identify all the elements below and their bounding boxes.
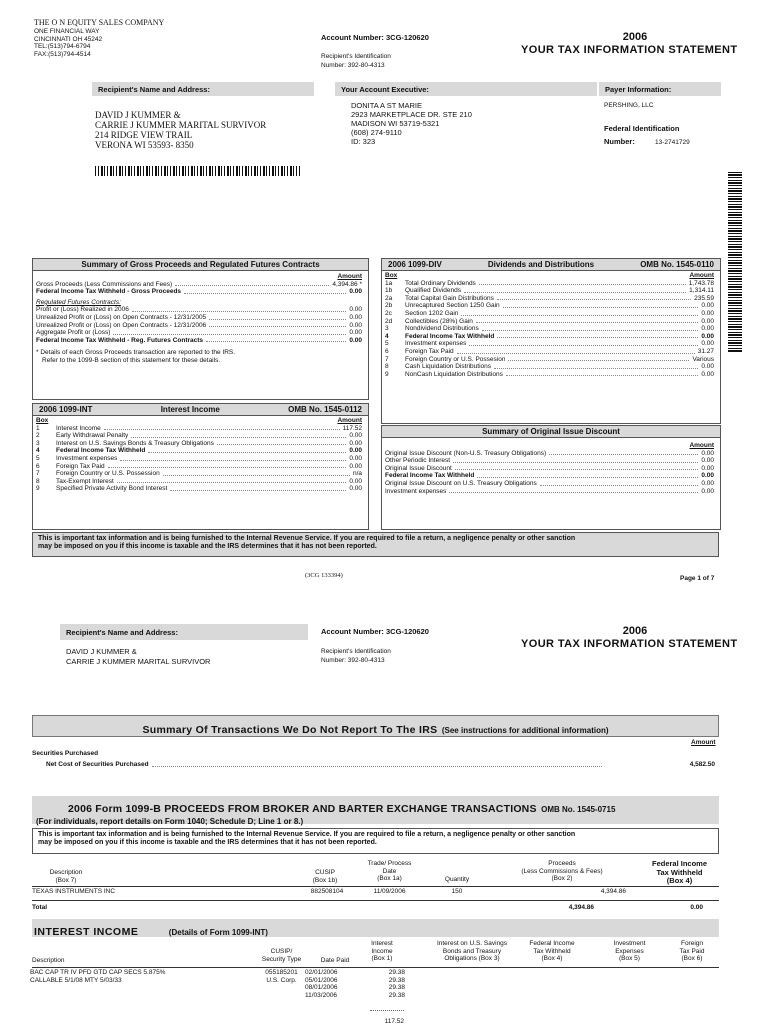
div-row-box: 1b: [385, 287, 393, 295]
div-row: [385, 325, 714, 333]
div-row-amount: 1,743.78: [688, 279, 714, 287]
int-detail-description: [30, 969, 165, 984]
int-row-box: 2: [36, 432, 40, 440]
div-row-label: Unrecaptured Section 1250 Gain: [405, 302, 500, 310]
b-total-proceeds: 4,394.86: [568, 904, 594, 911]
b-col-proceeds-line: (Box 2): [551, 875, 573, 883]
div-row-box: 8: [385, 363, 389, 371]
int-detail-row: [305, 977, 405, 985]
int-row-label: Foreign Country or U.S. Possession: [56, 470, 160, 478]
int-row: [36, 447, 362, 455]
i-col-fed: [522, 940, 582, 963]
gross-amount-label: Amount: [337, 273, 362, 280]
form-1099b-header: [32, 796, 719, 824]
b-col-date-line: Trade/ Process: [367, 860, 412, 867]
int-detail-desc-line: CALLABLE 5/1/08 MTY 5/03/33: [30, 976, 122, 984]
div-row-amount: 0.00: [701, 363, 714, 371]
div-title: Dividends and Distributions: [487, 260, 595, 269]
int-row-box: 9: [36, 485, 40, 493]
int-amount-label: Amount: [337, 417, 362, 424]
company-address: [34, 28, 102, 58]
int-row-amount: 0.00: [349, 462, 362, 470]
div-row-box: 2a: [385, 294, 393, 302]
postal-barcode: [95, 166, 300, 176]
div-row-label: Nondividend Distributions: [405, 325, 479, 333]
int-row: [36, 485, 362, 493]
int-detail-desc-line: BAC CAP TR IV PFD GTD CAP SECS 5.875%: [30, 969, 166, 976]
statement-year: 2006: [622, 31, 648, 43]
int-detail-date: 08/01/2006: [305, 984, 338, 992]
div-row-amount: 0.00: [701, 317, 714, 325]
int-row-amount: 0.00: [349, 454, 362, 462]
recipient-header: Recipient's Name and Address:: [92, 82, 314, 96]
i-col-interest: [362, 940, 402, 963]
b-col-quantity: [437, 876, 477, 884]
i-col-date: [310, 957, 360, 965]
securities-purchased-label: Securities Purchased: [32, 750, 99, 757]
statement-title: YOUR TAX INFORMATION STATEMENT: [521, 44, 738, 56]
p2-recipient-line: CARRIE J KUMMER MARITAL SURVIVOR: [66, 657, 211, 666]
reg-row-amount: 0.00: [349, 336, 362, 344]
int-row-label: Foreign Tax Paid: [56, 462, 105, 470]
oid-box: [381, 425, 721, 530]
div-omb: OMB No. 1545-0110: [640, 260, 714, 269]
p2-recipient-id-label: Recipient's Identification: [321, 648, 391, 655]
div-row-box: 1a: [385, 279, 393, 287]
b-row-qty: 150: [451, 888, 463, 895]
irs-notice-1: This is important tax information and is being furnished to the Internal Revenue Service. If you are required to file a return, a negligence penalty or other sanction: [38, 535, 576, 542]
side-barcode: [728, 172, 742, 352]
int-detail-amount: 29.38: [388, 991, 405, 999]
b-notice-2: may be imposed on you if this income is taxable and the IRS determines that it has not been reported.: [38, 838, 377, 846]
int-row-amount: 117.52: [342, 424, 362, 432]
div-row: [385, 363, 714, 371]
div-row-amount: 1,314.11: [689, 287, 714, 295]
int-row-box: 1: [36, 424, 40, 432]
reg-row: [36, 329, 362, 337]
company-address-line: TEL:(513)794-6794: [34, 43, 91, 51]
int-box: [32, 403, 369, 530]
net-cost-label: Net Cost of Securities Purchased: [46, 761, 149, 768]
p2-recipient-address: [66, 647, 210, 667]
int-row-box: 8: [36, 477, 40, 485]
i-col-foreign-line: Tax Paid: [679, 947, 705, 955]
int-row-box: 3: [36, 439, 40, 447]
b-row-desc: TEXAS INSTRUMENTS INC: [32, 888, 116, 895]
gross-proceeds-box: [32, 258, 369, 400]
int-detail-title: INTEREST INCOME: [34, 926, 139, 938]
i-col-investment: [607, 940, 652, 963]
div-row: [385, 348, 714, 356]
int-row-label: Tax-Exempt Interest: [56, 477, 114, 485]
reg-row: [36, 337, 362, 345]
div-row-box: 2b: [385, 302, 393, 310]
oid-row-amount: 0.00: [701, 457, 714, 465]
div-row-box: 7: [385, 355, 389, 363]
account-number: Account Number: 3CG-120620: [321, 33, 429, 42]
b-omb: OMB No. 1545-0715: [541, 805, 616, 814]
oid-row-amount: 0.00: [701, 479, 714, 487]
int-row-label: Early Withdrawal Penalty: [56, 432, 129, 440]
fed-id-label: Federal Identification: [604, 124, 680, 133]
b-col-date-line: (Box 1a): [377, 875, 402, 883]
int-detail-date: 02/01/2006: [305, 969, 338, 976]
int-detail-rule: [32, 967, 719, 968]
irs-notice: [32, 532, 719, 557]
gross-note-2: Refer to the 1099-B section of this statement for these details.: [42, 356, 221, 364]
div-row-label: NonCash Liquidation Distributions: [405, 370, 503, 378]
div-form: 2006 1099-DIV: [388, 260, 442, 269]
oid-row: [385, 457, 714, 465]
div-row: [385, 295, 714, 303]
reg-row-amount: 0.00: [349, 306, 362, 314]
i-col-date-line: Date Paid: [320, 957, 350, 964]
oid-row-label: Original Issue Discount: [385, 464, 452, 472]
div-box-label: Box: [385, 272, 398, 279]
int-row-amount: 0.00: [349, 447, 362, 455]
div-row-label: Qualified Dividends: [405, 287, 462, 295]
i-col-cusip: [254, 948, 309, 963]
recipient-line: DAVID J KUMMER &: [95, 110, 181, 120]
int-row: [36, 432, 362, 440]
b-col-proceeds-line: (Less Commissions & Fees): [521, 867, 603, 875]
exec-info: [351, 101, 472, 146]
b-col-proceeds-line: Proceeds: [548, 860, 576, 867]
int-row-amount: 0.00: [349, 485, 362, 493]
div-row: [385, 340, 714, 348]
int-box-label: Box: [36, 417, 49, 424]
reg-row: [36, 306, 362, 314]
div-row-box: 6: [385, 347, 389, 355]
div-row: [385, 287, 714, 295]
b-rows: [32, 888, 719, 898]
div-row-label: Total Capital Gain Distributions: [405, 294, 494, 302]
div-row-amount: 0.00: [701, 325, 714, 333]
div-row: [385, 356, 714, 364]
reg-row-amount: 0.00: [349, 313, 362, 321]
oid-row-label: Original Issue Discount on U.S. Treasury Obligations: [385, 479, 537, 487]
i-col-inv-line: Investment: [613, 940, 646, 947]
b-col-date-line: Date: [382, 867, 397, 875]
b-row-date: 11/09/2006: [373, 888, 406, 895]
i-col-foreign: [672, 940, 712, 963]
int-detail-amount: 29.38: [388, 976, 405, 984]
div-row-box: 3: [385, 325, 389, 333]
i-col-savings-line: Interest on U.S. Savings: [436, 940, 508, 947]
b-col-cusip-line: CUSIP: [315, 869, 335, 876]
int-omb: OMB No. 1545-0112: [288, 405, 362, 414]
p2-account-number: Account Number: 3CG-120620: [321, 627, 429, 636]
oid-row-amount: 0.00: [701, 487, 714, 495]
gross-row: [36, 288, 362, 296]
div-row-label: Federal Income Tax Withheld: [405, 332, 495, 340]
payer-name: PERSHING, LLC: [604, 102, 654, 109]
b-col-qty-line: Quantity: [444, 876, 470, 883]
div-row-box: 5: [385, 340, 389, 348]
b-row: [32, 888, 719, 898]
i-col-description: [32, 957, 65, 965]
p2-recipient-line: DAVID J KUMMER &: [66, 647, 137, 656]
int-detail-cusip-line: 055185201: [265, 969, 298, 976]
i-col-interest-line: Income: [371, 947, 393, 955]
div-row: [385, 310, 714, 318]
b-row-proceeds: 4,394.86: [600, 888, 626, 895]
div-row: [385, 280, 714, 288]
b-column-headers: [32, 860, 719, 888]
int-total-rule: [370, 1010, 404, 1011]
div-row-amount: 31.27: [697, 347, 714, 355]
int-row-box: 4: [36, 447, 40, 455]
fed-id-number-label: Number:: [604, 137, 635, 146]
b-total-label: Total: [32, 904, 48, 911]
div-row-amount: 0.00: [701, 370, 714, 378]
int-detail-cusip-line: U.S. Corp.: [266, 976, 297, 984]
oid-row-amount: 0.00: [701, 449, 714, 457]
net-cost-row: [46, 761, 715, 769]
oid-row-label: Original Issue Discount (Non-U.S. Treasury Obligations): [385, 449, 547, 457]
reg-row-label: Unrealized Profit or (Loss) on Open Contracts - 12/31/2006: [36, 321, 207, 329]
div-row-label: Foreign Country or U.S. Possesion: [405, 355, 506, 363]
div-row-box: 4: [385, 332, 389, 340]
int-row: [36, 425, 362, 433]
int-row: [36, 463, 362, 471]
div-row-box: 2d: [385, 317, 393, 325]
gross-row-label: Gross Proceeds (Less Commissions and Fees): [36, 280, 173, 288]
gross-note-1: * Details of each Gross Proceeds transaction are reported to the IRS.: [36, 349, 236, 357]
int-row-amount: n/a: [352, 470, 362, 478]
recipient-address: [95, 110, 266, 150]
exec-line: 2923 MARKETPLACE DR. STE 210: [351, 110, 472, 119]
payer-header: Payer Information:: [599, 82, 721, 96]
statement-code: (3CG 133394): [305, 572, 343, 579]
gross-row-amount: 4,394.86 *: [332, 280, 362, 288]
int-detail-date: 11/03/2006: [305, 991, 338, 999]
b-title: 2006 Form 1099-B PROCEEDS FROM BROKER AND BARTER EXCHANGE TRANSACTIONS: [68, 803, 537, 815]
b-col-fed-line: Federal Income: [651, 859, 708, 868]
i-col-savings-line: Obligations (Box 3): [444, 955, 500, 963]
int-detail-column-headers: [32, 940, 719, 968]
int-row: [36, 440, 362, 448]
p2-year: 2006: [622, 625, 648, 637]
oid-amount-label: Amount: [689, 442, 714, 449]
div-row-label: Section 1202 Gain: [405, 309, 459, 317]
b-notice-1: This is important tax information and is being furnished to the Internal Revenue Service. If you are required to file a return, a negligence penalty or other sanction: [38, 831, 576, 838]
i-col-interest-line: Interest: [371, 940, 393, 947]
company-address-line: CINCINNATI OH 45242: [34, 35, 103, 43]
exec-header: Your Account Executive:: [335, 82, 597, 96]
int-row-amount: 0.00: [349, 477, 362, 485]
div-row-box: 2c: [385, 309, 392, 317]
b-col-fed-line: Tax Withheld: [656, 867, 703, 877]
div-box: [381, 258, 721, 424]
div-row-label: Investment expenses: [405, 340, 467, 348]
div-row-label: Total Ordinary Dividends: [405, 279, 476, 287]
b-row-cusip: 882508104: [310, 888, 344, 895]
oid-row-amount: 0.00: [701, 464, 714, 472]
int-detail-rows: [305, 969, 405, 999]
b-col-desc-line: Description: [49, 869, 83, 876]
recipient-line: VERONA WI 53593- 8350: [95, 140, 194, 150]
exec-line: ID: 323: [351, 137, 376, 146]
i-col-savings: [427, 940, 517, 963]
gross-title: Summary of Gross Proceeds and Regulated Futures Contracts: [81, 260, 320, 269]
exec-line: (608) 274-9110: [351, 128, 402, 137]
reg-futures-label: Regulated Futures Contracts:: [36, 298, 121, 306]
oid-row-label: Other Periodic Interest: [385, 457, 451, 465]
int-detail-row: [305, 984, 405, 992]
div-row-amount: 235.59: [694, 294, 714, 302]
int-total: 117.52: [384, 1018, 404, 1025]
int-row-amount: 0.00: [349, 432, 362, 440]
i-col-cusip-line: Security Type: [261, 955, 302, 963]
oid-row: [385, 488, 714, 496]
i-col-foreign-line: Foreign: [680, 940, 704, 947]
p2-recipient-header: Recipient's Name and Address:: [60, 624, 308, 640]
div-row-amount: 0.00: [701, 332, 714, 340]
b-total-rule: [32, 900, 719, 901]
int-detail-header: [32, 919, 719, 937]
recipient-id-number: Number: 392-80-4313: [321, 62, 385, 69]
recipient-line: CARRIE J KUMMER MARITAL SURVIVOR: [95, 120, 267, 130]
exec-line: MADISON WI 53719-5321: [351, 119, 440, 128]
int-detail-cusip: [254, 969, 309, 984]
b-col-description: [46, 869, 86, 884]
b-header-rule: [32, 886, 719, 887]
i-col-fed-line: Federal Income: [529, 940, 575, 947]
int-row-box: 5: [36, 454, 40, 462]
fed-id-number: 13-2741729: [655, 139, 690, 146]
oid-row: [385, 480, 714, 488]
div-row-amount: 0.00: [701, 302, 714, 310]
company-name: THE O N EQUITY SALES COMPANY: [34, 18, 165, 27]
div-row: [385, 302, 714, 310]
int-title: Interest Income: [160, 405, 220, 414]
b-col-cusip: [300, 869, 350, 884]
int-detail-row: [305, 969, 405, 977]
int-detail-amount: 29.38: [388, 969, 405, 976]
div-row-amount: 0.00: [701, 309, 714, 317]
int-detail-date: 05/01/2006: [305, 976, 338, 984]
i-col-fed-line: (Box 4): [541, 955, 563, 963]
b-col-cusip-line: (Box 1b): [312, 876, 338, 884]
p2-statement-title: YOUR TAX INFORMATION STATEMENT: [521, 638, 738, 650]
i-col-interest-line: (Box 1): [371, 955, 393, 963]
irs-notice-2: may be imposed on you if this income is taxable and the IRS determines that it has not been reported.: [38, 542, 377, 550]
i-col-desc-line: Description: [32, 957, 65, 964]
int-row-label: Specified Private Activity Bond Interest: [56, 485, 168, 493]
i-col-savings-line: Bonds and Treasury: [442, 947, 502, 955]
div-row: [385, 318, 714, 326]
int-detail-sub: (Details of Form 1099-INT): [168, 928, 268, 937]
i-col-foreign-line: (Box 6): [681, 955, 703, 963]
oid-row: [385, 472, 714, 480]
oid-row-label: Federal Income Tax Withheld: [385, 472, 475, 480]
recipient-id-label: Recipient's Identification: [321, 53, 391, 60]
div-row-label: Collectibles (28%) Gain: [405, 317, 473, 325]
div-row-label: Cash Liquidation Distributions: [405, 363, 491, 371]
int-detail-amount: 29.38: [388, 984, 405, 992]
summary-amount-label: Amount: [691, 739, 716, 746]
div-row: [385, 371, 714, 379]
div-amount-label: Amount: [689, 272, 714, 279]
int-row-box: 6: [36, 462, 40, 470]
i-col-inv-line: Expenses: [615, 947, 644, 955]
reg-row-label: Federal Income Tax Withheld - Reg. Futures Contracts: [36, 336, 204, 344]
int-row: [36, 478, 362, 486]
i-col-fed-line: Tax Withheld: [533, 947, 571, 955]
b-col-fed-line: (Box 4): [666, 876, 693, 885]
oid-row-amount: 0.00: [701, 472, 714, 480]
reg-row-label: Profit or (Loss) Realized in 2006: [36, 306, 129, 314]
gross-row: [36, 281, 362, 289]
oid-row: [385, 465, 714, 473]
b-total-fed: 0.00: [690, 904, 703, 911]
b-col-desc-line: (Box 7): [55, 876, 77, 884]
b-notice: [32, 828, 719, 854]
reg-row: [36, 314, 362, 322]
gross-row-amount: 0.00: [349, 288, 362, 296]
int-row-label: Federal Income Tax Withheld: [56, 447, 146, 455]
reg-row-amount: 0.00: [349, 329, 362, 337]
reg-row-label: Unrealized Profit or (Loss) on Open Contracts - 12/31/2005: [36, 313, 207, 321]
oid-row-label: Investment expenses: [385, 487, 447, 495]
b-col-fed-withheld: [647, 860, 712, 886]
net-cost-value: 4,582.50: [689, 761, 715, 768]
i-col-cusip-line: CUSIP/: [270, 948, 293, 955]
page-number: Page 1 of 7: [680, 575, 715, 582]
int-row-amount: 0.00: [349, 439, 362, 447]
div-row: [385, 333, 714, 341]
div-row-amount: 0.00: [701, 340, 714, 348]
int-row: [36, 470, 362, 478]
summary-title: Summary Of Transactions We Do Not Report To The IRS: [142, 724, 438, 736]
company-address-line: FAX:(513)794-4514: [34, 50, 91, 58]
div-row-label: Foreign Tax Paid: [405, 347, 454, 355]
oid-title: Summary of Original Issue Discount: [482, 427, 620, 436]
b-sub: (For individuals, report details on Form 1040; Schedule D; Line 1 or 8.): [36, 817, 304, 826]
reg-row-amount: 0.00: [349, 321, 362, 329]
div-row-amount: Various: [692, 355, 714, 363]
recipient-line: 214 RIDGE VIEW TRAIL: [95, 130, 193, 140]
b-col-proceeds: [512, 860, 612, 883]
int-detail-row: [305, 992, 405, 1000]
summary-sub: (See instructions for additional information): [441, 726, 609, 735]
int-row-label: Investment expenses: [56, 454, 118, 462]
gross-row-label: Federal Income Tax Withheld - Gross Proceeds: [36, 288, 182, 296]
p2-recipient-id-number: Number: 392-80-4313: [321, 657, 385, 664]
int-form: 2006 1099-INT: [39, 405, 93, 414]
b-col-date: [362, 860, 417, 883]
reg-row-label: Aggregate Profit or (Loss): [36, 329, 111, 337]
exec-line: DONITA A ST MARIE: [351, 101, 422, 110]
company-address-line: ONE FINANCIAL WAY: [34, 28, 100, 35]
i-col-inv-line: (Box 5): [619, 955, 640, 963]
oid-row: [385, 450, 714, 458]
int-row: [36, 455, 362, 463]
summary-header: [32, 715, 719, 737]
reg-row: [36, 322, 362, 330]
int-row-label: Interest Income: [56, 424, 101, 432]
int-row-box: 7: [36, 470, 40, 478]
int-row-label: Interest on U.S. Savings Bonds & Treasury Obligations: [56, 439, 214, 447]
div-row-box: 9: [385, 370, 389, 378]
